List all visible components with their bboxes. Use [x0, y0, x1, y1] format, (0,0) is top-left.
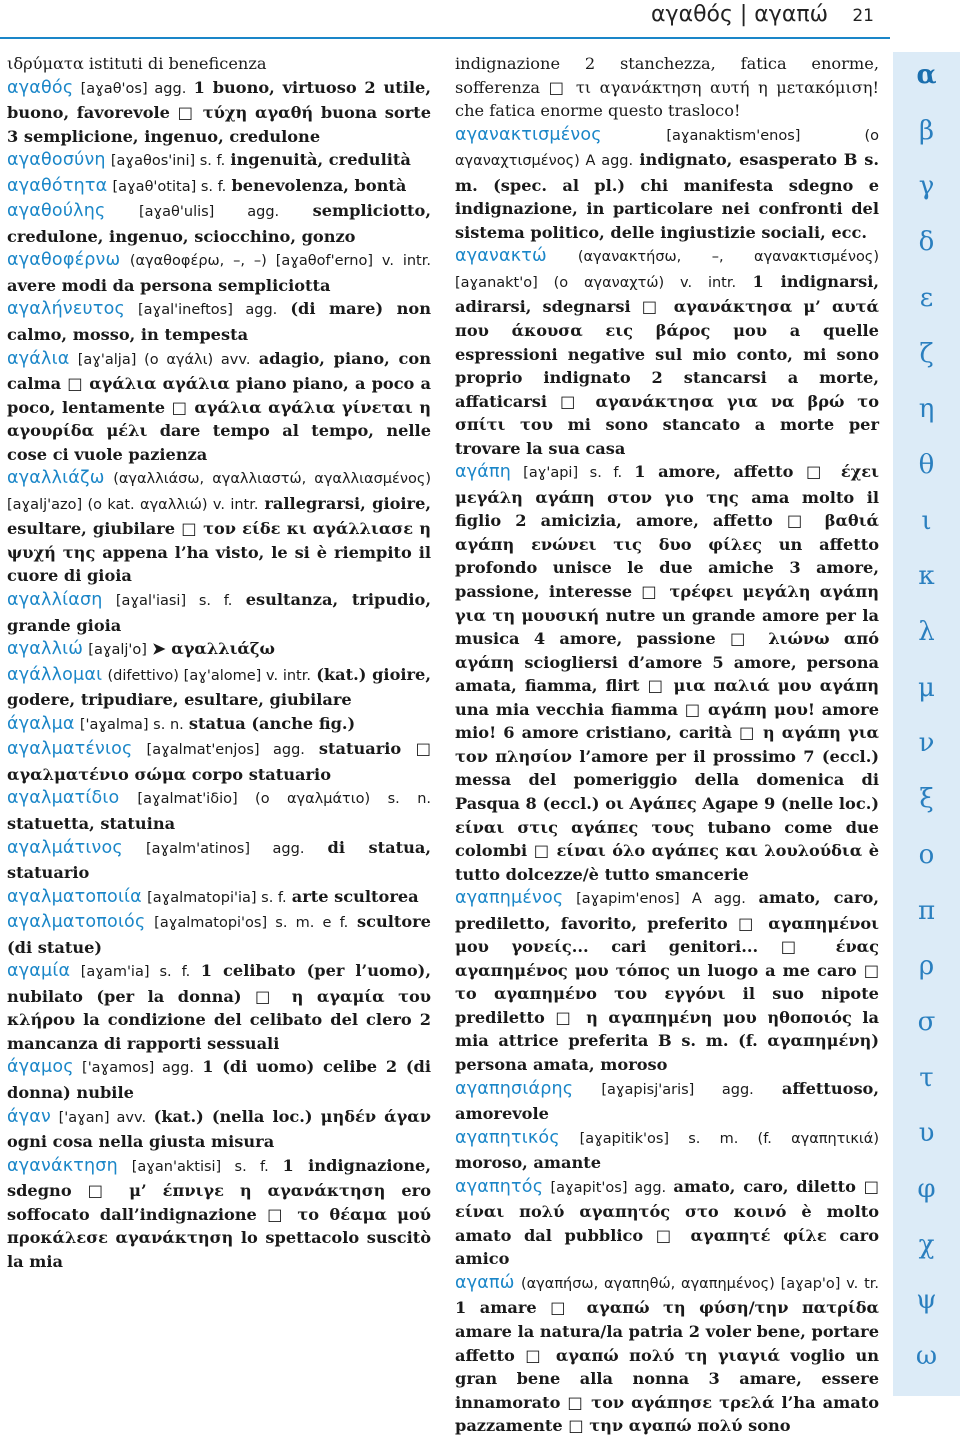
- entry-headword: αγαθοφέρνω: [7, 250, 121, 271]
- entry-headword: αγαλήνευτος: [7, 299, 125, 320]
- alphabet-letter-9: ι: [921, 505, 932, 536]
- dictionary-entry: [7, 836, 431, 885]
- dictionary-entry: [7, 959, 431, 1055]
- entry-definition: (kat.) (nella loc.) μηδέν άγαν ogni cosa nella giusta misura: [7, 1106, 431, 1152]
- entry-pronunciation: [aɣam'ia] s. f.: [80, 964, 191, 981]
- entry-headword: αγαπητικός: [455, 1127, 560, 1148]
- entry-definition: ingenuità, credulità: [230, 150, 411, 170]
- entry-definition: ➤ αγαλλιάζω: [152, 639, 275, 659]
- entry-headword: αγαλματένιος: [7, 739, 133, 760]
- entry-definition: 1 amore, affetto □ έχει μεγάλη αγάπη στον γιο της ama molto il figlio 2 amicizia, amore, affetto □ βαθιά αγάπη ενώνει τις δυο φίλες un affetto profondo unisce le due amiche 3 amore, passione, interesse □ τρέφει μεγάλη αγάπη για τη μουσική nutre un grande amore per la musica 4 amore, passione □ λιώνω από αγάπη sciogliersi d’amore 5 amore, persona amata, fiamma, flirt □ μια παλιά μου αγάπη una mia vecchia fiamma □ αγάπη μου! amore mio! 6 amore cristiano, carità □ η αγάπη για τον πλησίον l’amore per il prossimo 7 (eccl.) messa del pomeriggio della domenica di Pasqua 8 (eccl.) οι Αγάπες Agape 9 (nelle loc.) είναι στις αγάπες τους tubano come due colombi □ είναι όλο αγάπες και λουλούδια è tutto dolcezze/è tutto smancerie: [455, 462, 879, 884]
- entry-headword: αγαλματοποιία: [7, 886, 142, 907]
- entry-pronunciation: [aɣalj'o]: [88, 642, 147, 659]
- entry-headword: αγαθούλης: [7, 201, 106, 222]
- alphabet-letter-11: λ: [918, 617, 935, 647]
- entry-definition: 1 amare □ αγαπώ τη φύση/την πατρίδα amare la natura/la patria 2 voler bene, portare affetto □ αγαπώ πολύ τη γιαγιά voglio un gran bene alla nonna 3 amare, essere innamorato □ τον αγάπησε τρελά l’ha amato pazzamente □ την αγαπώ πολύ sono: [455, 1298, 879, 1436]
- entry-pronunciation: [aɣaθos'ini] s. f.: [110, 153, 226, 170]
- alphabet-letter-12: μ: [918, 672, 935, 703]
- alphabet-letter-17: ρ: [918, 951, 935, 982]
- dictionary-entry: [7, 466, 431, 588]
- entry-headword: άγαλμα: [7, 713, 75, 734]
- dictionary-entry: [455, 1077, 879, 1126]
- alphabet-letter-2: β: [918, 115, 935, 146]
- entry-pronunciation: [aɣanaktism'enos] (ο αγαναχτισμένος) A agg.: [455, 127, 879, 170]
- entry-definition: indignato, esasperato B s. m. (spec. al pl.) chi manifesta sdegno e indignazione, in particolare nei confronti del sistema politico, delle ingiustizie sociali, ecc.: [455, 150, 879, 242]
- entry-pronunciation: [aɣ'alja] (ο αγάλι) avv.: [77, 351, 251, 368]
- entry-definition: esultanza, tripudio, grande gioia: [7, 590, 431, 635]
- alphabet-letter-6: ζ: [919, 338, 934, 369]
- entry-headword: αγαθότητα: [7, 175, 108, 196]
- entry-headword: αγάλια: [7, 348, 70, 369]
- entry-headword: άγαν: [7, 1106, 52, 1127]
- alphabet-letter-14: ξ: [919, 784, 934, 815]
- entry-headword: αγαπώ: [455, 1272, 515, 1293]
- entry-headword: αγάπη: [455, 462, 512, 483]
- dictionary-entry: [7, 663, 431, 712]
- alphabet-letter-13: ν: [918, 728, 935, 759]
- entry-definition: amato, caro, prediletto, favorito, preferito □ αγαπημένοι μου γονείς... cari genitori... □ ένας αγαπημένος μου τόπος un luogo a me caro □ το αγαπημένο του εγγόνι il suo nipote prediletto □ η αγαπημένη μου ηθοποιός la mia attrice preferita B s. m. (f. αγαπημένη) persona amata, moroso: [455, 888, 879, 1074]
- entry-headword: αγανάκτηση: [7, 1155, 118, 1176]
- dictionary-entry: [7, 248, 431, 297]
- entry-pronunciation: (αγαπήσω, αγαπηθώ, αγαπημένος) [aɣap'o] v. tr.: [520, 1275, 879, 1292]
- entry-definition: statua (anche fig.): [188, 713, 356, 733]
- dictionary-entry: [7, 1154, 431, 1274]
- entry-definition: (kat.) gioire, godere, tripudiare, esultare, giubilare: [7, 664, 431, 710]
- entry-headword: αγανακτισμένος: [455, 124, 602, 145]
- dictionary-entry: [7, 1055, 431, 1104]
- entry-definition: 1 (di uomo) celibe 2 (di donna) nubile: [7, 1057, 432, 1102]
- dictionary-entry: [7, 885, 431, 911]
- dictionary-entry: [455, 1175, 879, 1271]
- dictionary-entry: [455, 123, 879, 245]
- dictionary-entry: [7, 76, 431, 149]
- entry-headword: αγαθοσύνη: [7, 150, 106, 171]
- entry-definition: 1 indignazione, sdegno □ μ’ έπνιγε η αγανάκτηση ero soffocato dall’indignazione □ το θέαμα μού προκάλεσε αγανάκτηση lo spettacolo suscitò la mia: [7, 1155, 431, 1271]
- entry-pronunciation: (αγανακτήσω, –, αγανακτισμένος) [aɣanakt'o] (ο αγαναχτώ) v. intr.: [455, 249, 879, 291]
- alphabet-letter-18: σ: [917, 1006, 936, 1037]
- entry-definition: affettuoso, amorevole: [455, 1078, 879, 1124]
- alphabet-letter-4: δ: [918, 227, 935, 258]
- entry-definition: sempliciotto, credulone, ingenuo, sciocchino, gonzo: [7, 201, 431, 246]
- entry-pronunciation: ['aɣalma] s. n.: [79, 716, 184, 733]
- entry-pronunciation: [aɣalmatopi'ia] s. f.: [147, 889, 287, 906]
- alphabet-letter-3: γ: [918, 171, 935, 202]
- entry-definition: 1 indignarsi, adirarsi, sdegnarsi □ αγανάκτησα μ’ αυτά που άκουσα εις βάρος μου a quelle espressioni negative sul mio conto, mi sono proprio indignato 2 stancarsi a morte, affaticarsi □ αγανάκτησα για να βρώ το σπίτι του mi sono stancato a morte per trovare la sua casa: [455, 271, 879, 458]
- alphabet-letter-19: τ: [919, 1062, 934, 1093]
- entry-pronunciation: [aɣalmat'iδio] (ο αγαλμάτιο) s. n.: [137, 791, 431, 808]
- guide-words: αγαθός | αγαπώ: [651, 2, 828, 27]
- dictionary-entry: [455, 244, 879, 460]
- entry-pronunciation: (difettivo) [aɣ'alome] v. intr.: [107, 667, 311, 684]
- alphabet-letter-16: π: [917, 895, 936, 926]
- entry-definition: avere modi da persona sempliciotta: [7, 275, 331, 295]
- dictionary-entry: [455, 460, 879, 886]
- entry-pronunciation: ['aɣan] avv.: [58, 1109, 147, 1126]
- alphabet-letter-23: ψ: [916, 1285, 937, 1316]
- dictionary-entry: [7, 786, 431, 835]
- alphabet-letter-8: θ: [918, 449, 935, 480]
- entry-pronunciation: [aɣ'api] s. f.: [523, 465, 623, 482]
- dictionary-entry: [7, 910, 431, 959]
- dictionary-entry: [7, 174, 431, 200]
- dictionary-entry: [7, 1105, 431, 1154]
- alphabet-letter-20: υ: [918, 1118, 935, 1149]
- continuation-text: indignazione 2 stanchezza, fatica enorme, sofferenza □ τι αγανάκτηση αυτή η μετακόμιση! che fatica enorme questo trasloco!: [455, 54, 879, 121]
- continuation-text: ιδρύματα istituti di beneficenza: [7, 54, 267, 73]
- alphabet-letter-15: ο: [918, 839, 935, 870]
- entry-headword: αγαμία: [7, 961, 71, 982]
- entry-definition: 1 celibato (per l’uomo), nubilato (per la donna) □ η αγαμία του κλήρου la condizione del celibato del clero 2 mancanza di rapporti sessuali: [7, 961, 431, 1053]
- dictionary-entry: [455, 1271, 879, 1438]
- header-rule: [0, 37, 890, 39]
- left-column: [7, 52, 431, 1392]
- entry-continuation: [455, 52, 879, 123]
- entry-headword: αγαλλίαση: [7, 590, 103, 611]
- entry-pronunciation: (αγαθοφέρω, –, –) [aɣaθof'erno] v. intr.: [129, 253, 431, 270]
- entry-pronunciation: [aɣal'iasi] s. f.: [115, 593, 233, 610]
- page-number: 21: [852, 6, 874, 26]
- entry-definition: (di mare) non calmo, mosso, in tempesta: [7, 299, 431, 345]
- entry-pronunciation: (αγαλλιάσω, αγαλλιαστώ, αγαλλιασμένος) [aɣalj'azo] (ο kat. αγαλλιώ) v. intr.: [7, 471, 431, 513]
- entry-headword: αγαλμάτινος: [7, 837, 123, 858]
- dictionary-entry: [455, 1126, 879, 1175]
- entry-definition: rallegrarsi, gioire, esultare, giubilare □ τον είδε κι αγάλλιασε η ψυχή της appena l’ha visto, le si è riempito il cuore di gioia: [7, 493, 431, 586]
- entry-definition: scultore (di statue): [7, 912, 431, 957]
- entry-definition: amato, caro, diletto □ είναι πολύ αγαπητός στο κοινό è molto amato dal pubblico □ αγαπητέ φίλε caro amico: [455, 1176, 879, 1269]
- alphabet-letter-5: ε: [919, 282, 934, 313]
- alphabet-letter-21: φ: [917, 1174, 936, 1204]
- page-header: [0, 0, 960, 36]
- alphabet-letter-24: ω: [915, 1341, 938, 1372]
- entry-pronunciation: [aɣalmatopi'os] s. m. e f.: [154, 915, 349, 932]
- entry-pronunciation: [aɣapisj'aris] agg.: [601, 1081, 754, 1098]
- entry-headword: αγαπησιάρης: [455, 1078, 574, 1099]
- entry-pronunciation: [aɣalmat'enjos] agg.: [146, 742, 305, 759]
- entry-headword: αγαθός: [7, 77, 74, 98]
- entry-headword: αγαλματίδιο: [7, 788, 120, 809]
- dictionary-entry: [7, 588, 431, 637]
- dictionary-entry: [7, 297, 431, 346]
- entry-headword: άγαμος: [7, 1057, 74, 1078]
- dictionary-entry: [7, 148, 431, 174]
- entry-definition: 1 buono, virtuoso 2 utile, buono, favorevole □ τύχη αγαθή buona sorte 3 semplicione, ingenuo, credulone: [7, 77, 431, 146]
- entry-pronunciation: [aɣapim'enos] A agg.: [576, 891, 746, 908]
- alphabet-thumb-index: [893, 52, 960, 1396]
- entry-pronunciation: [aɣan'aktisi] s. f.: [131, 1158, 269, 1175]
- entry-definition: di statua, statuario: [7, 837, 431, 883]
- dictionary-entry: [7, 637, 431, 663]
- dictionary-entry: [7, 737, 431, 786]
- entry-continuation: [7, 52, 431, 76]
- alphabet-letter-22: χ: [918, 1229, 935, 1260]
- entry-pronunciation: [aɣapitik'os] s. m. (f. αγαπητικιά): [579, 1130, 879, 1147]
- entry-definition: benevolenza, bontà: [231, 175, 407, 195]
- entry-definition: statuetta, statuina: [7, 813, 176, 833]
- entry-pronunciation: [aɣapit'os] agg.: [550, 1179, 667, 1196]
- entry-pronunciation: [aɣal'ineftos] agg.: [138, 302, 278, 319]
- right-column: [455, 52, 879, 1436]
- entry-headword: αγαπημένος: [455, 888, 564, 909]
- entry-definition: adagio, piano, con calma □ αγάλια αγάλια piano piano, a poco a poco, lentamente □ αγάλια αγάλια γίνεται η αγουρίδα μέλι dare tempo al tempo, nelle cose ci vuole pazienza: [7, 348, 431, 464]
- entry-headword: αγαπητός: [455, 1176, 544, 1197]
- entry-headword: αγαλλιάζω: [7, 468, 105, 489]
- entry-headword: αγάλλομαι: [7, 664, 103, 685]
- entry-definition: moroso, amante: [455, 1153, 602, 1173]
- entry-headword: αγανακτώ: [455, 246, 547, 267]
- alphabet-letter-10: κ: [918, 561, 935, 592]
- alphabet-letter-1: α: [916, 60, 937, 90]
- dictionary-entry: [7, 199, 431, 248]
- entry-pronunciation: [aɣaθ'os] agg.: [80, 80, 187, 97]
- dictionary-entry: [7, 347, 431, 467]
- entry-pronunciation: ['aɣamos] agg.: [82, 1060, 194, 1077]
- dictionary-entry: [7, 712, 431, 738]
- entry-definition: arte scultorea: [291, 886, 419, 906]
- dictionary-entry: [455, 886, 879, 1076]
- entry-headword: αγαλματοποιός: [7, 912, 146, 933]
- entry-pronunciation: [aɣalm'atinos] agg.: [145, 840, 305, 857]
- alphabet-letter-7: η: [918, 394, 935, 425]
- entry-headword: αγαλλιώ: [7, 639, 84, 660]
- entry-pronunciation: [aɣaθ'ulis] agg.: [138, 204, 280, 221]
- entry-pronunciation: [aɣaθ'otita] s. f.: [112, 178, 227, 195]
- entry-definition: statuario □ αγαλματένιο σώμα corpo statuario: [7, 739, 431, 784]
